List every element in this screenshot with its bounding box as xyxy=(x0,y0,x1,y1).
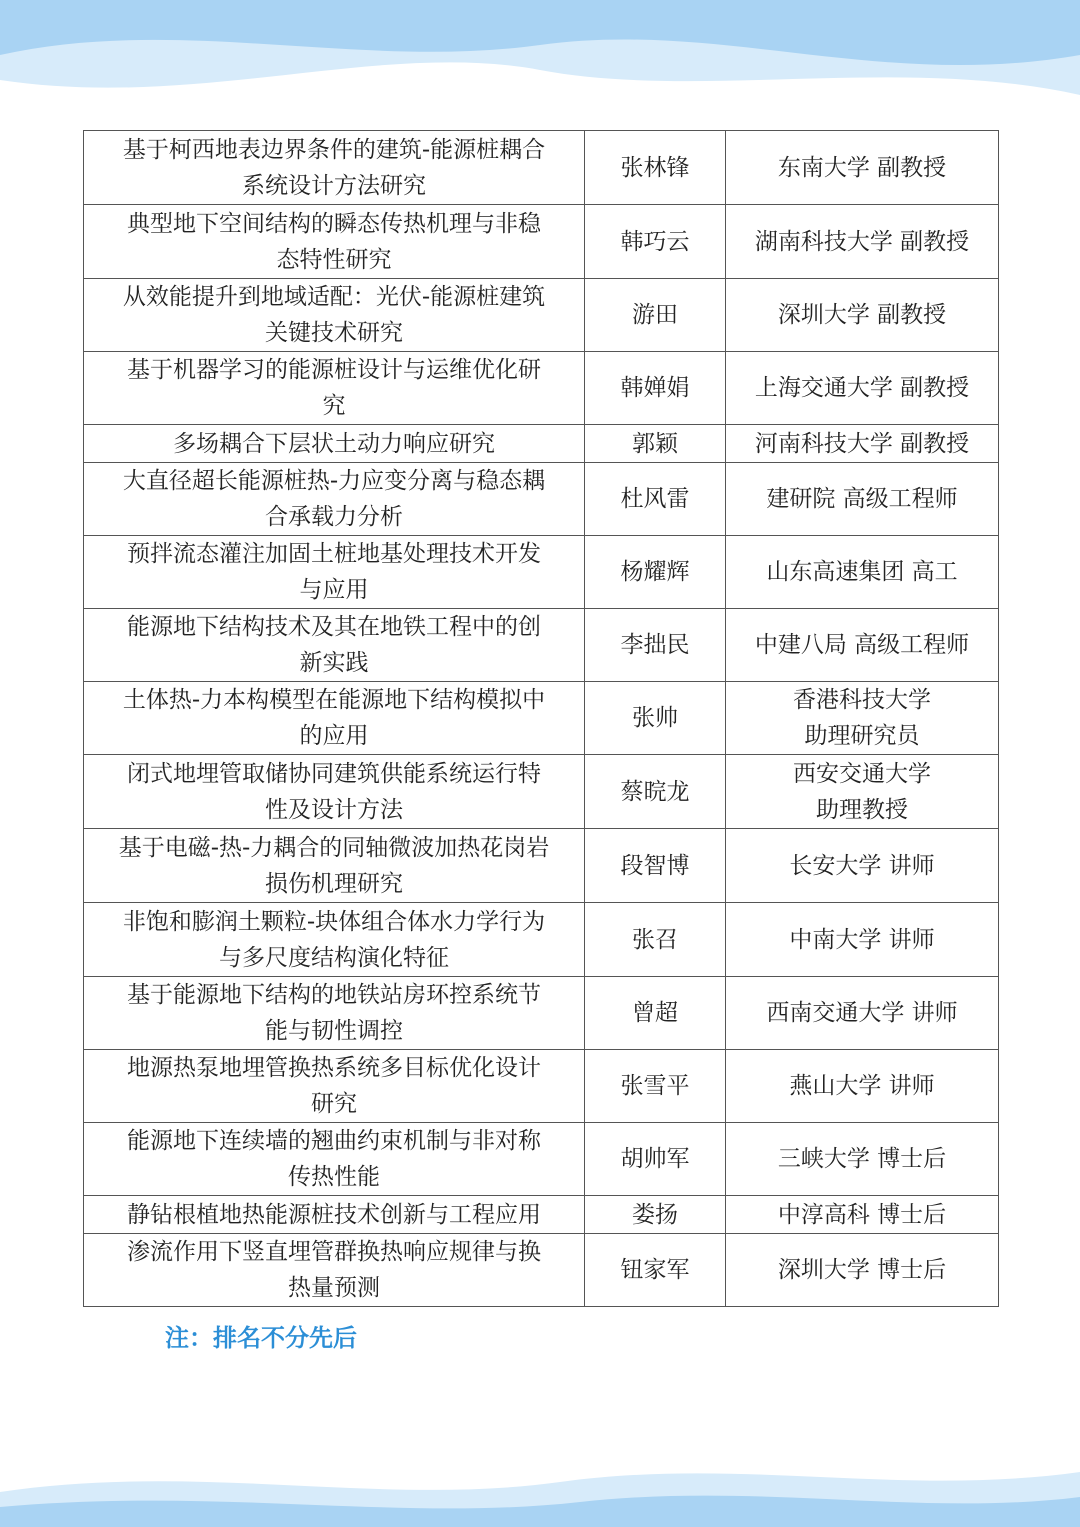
topic-cell: 能源地下结构技术及其在地铁工程中的创 新实践 xyxy=(84,609,585,682)
table-row xyxy=(84,1050,999,1123)
bottom-wave-decoration xyxy=(0,1452,1080,1527)
name-cell: 钮家军 xyxy=(585,1234,726,1307)
table-row xyxy=(84,1123,999,1196)
name-cell: 张雪平 xyxy=(585,1050,726,1123)
topic-cell: 大直径超长能源桩热-力应变分离与稳态耦 合承载力分析 xyxy=(84,463,585,536)
table-row xyxy=(84,536,999,609)
affiliation-cell: 中南大学 讲师 xyxy=(726,903,999,977)
table-row xyxy=(84,352,999,425)
name-cell: 张召 xyxy=(585,903,726,977)
topic-cell: 基于柯西地表边界条件的建筑-能源桩耦合 系统设计方法研究 xyxy=(84,131,585,205)
affiliation-cell: 深圳大学 博士后 xyxy=(726,1234,999,1307)
affiliation-cell: 湖南科技大学 副教授 xyxy=(726,205,999,279)
affiliation-cell: 长安大学 讲师 xyxy=(726,829,999,903)
name-cell: 杜风雷 xyxy=(585,463,726,536)
name-cell: 郭颖 xyxy=(585,425,726,463)
name-cell: 娄扬 xyxy=(585,1196,726,1234)
affiliation-cell: 建研院 高级工程师 xyxy=(726,463,999,536)
table-row xyxy=(84,609,999,682)
affiliation-cell: 香港科技大学 助理研究员 xyxy=(726,682,999,755)
table-row xyxy=(84,425,999,463)
topic-cell: 基于能源地下结构的地铁站房环控系统节 能与韧性调控 xyxy=(84,977,585,1050)
name-cell: 段智博 xyxy=(585,829,726,903)
top-wave-decoration xyxy=(0,0,1080,130)
name-cell: 张林锋 xyxy=(585,131,726,205)
topic-cell: 闭式地埋管取储协同建筑供能系统运行特 性及设计方法 xyxy=(84,755,585,829)
table-row xyxy=(84,829,999,903)
topic-cell: 土体热-力本构模型在能源地下结构模拟中 的应用 xyxy=(84,682,585,755)
affiliation-cell: 上海交通大学 副教授 xyxy=(726,352,999,425)
affiliation-cell: 东南大学 副教授 xyxy=(726,131,999,205)
table-row xyxy=(84,463,999,536)
affiliation-cell: 西南交通大学 讲师 xyxy=(726,977,999,1050)
affiliation-cell: 山东高速集团 高工 xyxy=(726,536,999,609)
name-cell: 胡帅军 xyxy=(585,1123,726,1196)
table-row xyxy=(84,279,999,352)
topic-cell: 基于电磁-热-力耦合的同轴微波加热花岗岩 损伤机理研究 xyxy=(84,829,585,903)
table-row xyxy=(84,205,999,279)
table-row xyxy=(84,903,999,977)
name-cell: 韩巧云 xyxy=(585,205,726,279)
affiliation-cell: 中淳高科 博士后 xyxy=(726,1196,999,1234)
ranking-note: 注：排名不分先后 xyxy=(165,1324,357,1352)
topic-cell: 静钻根植地热能源桩技术创新与工程应用 xyxy=(84,1196,585,1234)
table-row xyxy=(84,1234,999,1307)
table-row xyxy=(84,682,999,755)
affiliation-cell: 三峡大学 博士后 xyxy=(726,1123,999,1196)
topic-cell: 预拌流态灌注加固土桩地基处理技术开发 与应用 xyxy=(84,536,585,609)
name-cell: 张帅 xyxy=(585,682,726,755)
affiliation-cell: 中建八局 高级工程师 xyxy=(726,609,999,682)
table-row xyxy=(84,131,999,205)
topic-cell: 从效能提升到地域适配：光伏-能源桩建筑 关键技术研究 xyxy=(84,279,585,352)
award-list-table xyxy=(83,130,999,1307)
name-cell: 杨耀辉 xyxy=(585,536,726,609)
table-row xyxy=(84,977,999,1050)
affiliation-cell: 燕山大学 讲师 xyxy=(726,1050,999,1123)
topic-cell: 能源地下连续墙的翘曲约束机制与非对称 传热性能 xyxy=(84,1123,585,1196)
name-cell: 曾超 xyxy=(585,977,726,1050)
topic-cell: 多场耦合下层状土动力响应研究 xyxy=(84,425,585,463)
name-cell: 韩婵娟 xyxy=(585,352,726,425)
affiliation-cell: 西安交通大学 助理教授 xyxy=(726,755,999,829)
topic-cell: 地源热泵地埋管换热系统多目标优化设计 研究 xyxy=(84,1050,585,1123)
topic-cell: 渗流作用下竖直埋管群换热响应规律与换 热量预测 xyxy=(84,1234,585,1307)
affiliation-cell: 河南科技大学 副教授 xyxy=(726,425,999,463)
affiliation-cell: 深圳大学 副教授 xyxy=(726,279,999,352)
name-cell: 李拙民 xyxy=(585,609,726,682)
table-row xyxy=(84,755,999,829)
topic-cell: 基于机器学习的能源桩设计与运维优化研 究 xyxy=(84,352,585,425)
topic-cell: 非饱和膨润土颗粒-块体组合体水力学行为 与多尺度结构演化特征 xyxy=(84,903,585,977)
table-row xyxy=(84,1196,999,1234)
topic-cell: 典型地下空间结构的瞬态传热机理与非稳 态特性研究 xyxy=(84,205,585,279)
name-cell: 蔡晥龙 xyxy=(585,755,726,829)
name-cell: 游田 xyxy=(585,279,726,352)
